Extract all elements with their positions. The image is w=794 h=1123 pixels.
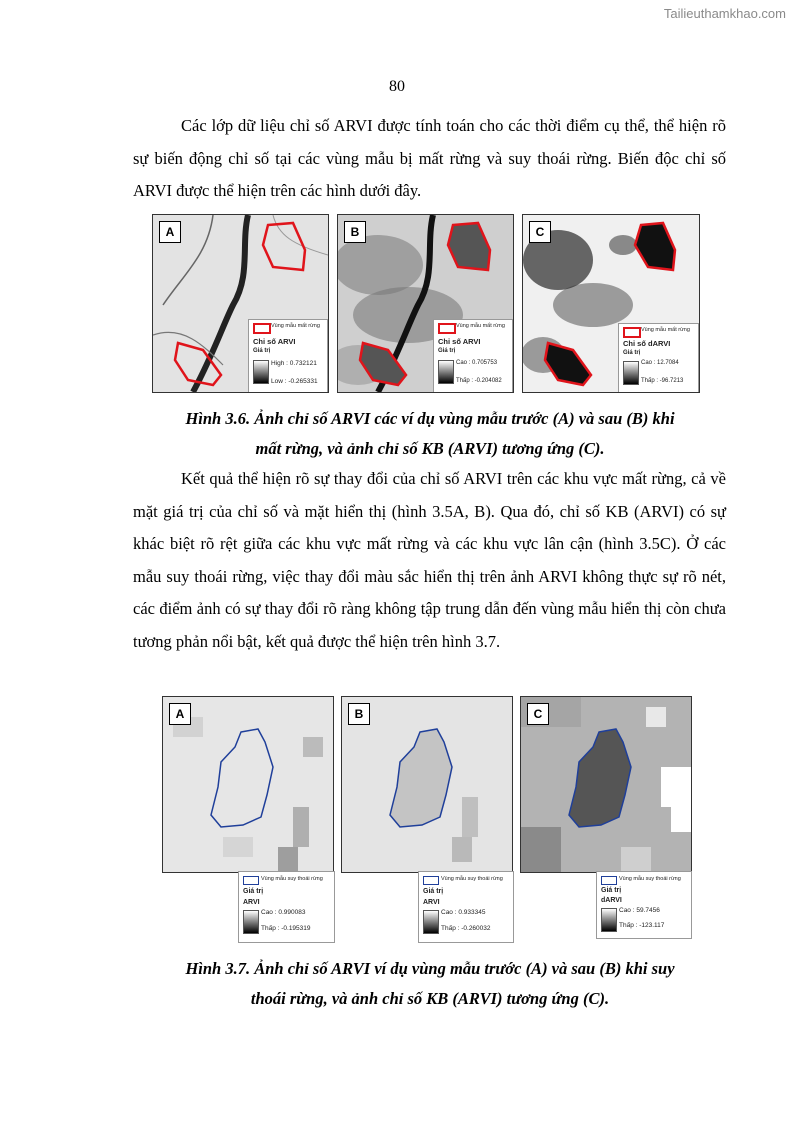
legend-high: Cao : 59.7456	[619, 907, 660, 914]
legend-swatch-blue	[601, 876, 617, 885]
watermark: Tailieuthamkhao.com	[663, 6, 786, 21]
paragraph-1: Các lớp dữ liệu chỉ số ARVI được tính toán cho các thời điểm cụ thể, thể hiện rõ sự biến động chỉ số tại các vùng mẫu bị mất rừng và suy thoái rừng. Biến độc chỉ số ARVI được thể hiện trên các hình dưới đây.	[133, 116, 726, 200]
figure-3-6-caption	[100, 404, 760, 464]
fig1-panel-b	[337, 214, 514, 393]
paragraph-2: Kết quả thể hiện rõ sự thay đổi của chỉ số ARVI trên các khu vực mất rừng, cả về mặt giá trị của chỉ số và mặt hiển thị (hình 3.5A, B). Qua đó, chỉ số KB (ARVI) có sự khác biệt rõ rệt giữa các khu vực mất rừng và các khu vực lân cận (hình 3.5C). Ở các mẫu suy thoái rừng, việc thay đổi màu sắc hiển thị trên ảnh ARVI không thực sự rõ nét, các điểm ảnh có sự thay đổi rõ ràng không tập trung dẫn đến vùng mẫu hiển thị còn chưa tương phản nổi bật, kết quả được thể hiện trên hình 3.7.	[133, 469, 726, 651]
legend-low: Thấp : -96.7213	[641, 378, 684, 384]
legend-sample-label: Vùng mẫu mất rừng	[456, 323, 505, 329]
fig2-legend-a	[238, 871, 335, 943]
legend-title: dARVI	[601, 897, 622, 904]
fig1-panel-a	[152, 214, 329, 393]
legend-sample-label: Vùng mẫu suy thoái rừng	[441, 876, 503, 882]
panel-label: C	[527, 703, 549, 725]
fig1-legend-b	[433, 319, 513, 393]
legend-swatch-red	[253, 323, 271, 334]
fig2-legend-b	[418, 871, 514, 943]
legend-low: Low : -0.265331	[271, 378, 318, 385]
legend-low: Thấp : -123.117	[619, 922, 665, 929]
legend-title: Chỉ số ARVI	[253, 337, 296, 346]
legend-ramp	[243, 910, 259, 934]
legend-title: ARVI	[423, 899, 440, 906]
caption-line-2: thoái rừng, và ảnh chỉ số KB (ARVI) tương ứng (C).	[250, 989, 610, 1008]
panel-label: B	[344, 221, 366, 243]
legend-value-label: Giá trị	[623, 350, 641, 356]
caption-line-1: Hình 3.7. Ảnh chỉ số ARVI ví dụ vùng mẫu trước (A) và sau (B) khi suy	[185, 959, 675, 978]
legend-low: Thấp : -0.260032	[441, 925, 491, 932]
legend-low: Thấp : -0.204082	[456, 378, 502, 384]
legend-sample-label: Vùng mẫu mất rừng	[641, 327, 690, 333]
legend-high: Cao : 0.990083	[261, 909, 306, 916]
legend-swatch-red	[438, 323, 456, 334]
panel-label: A	[159, 221, 181, 243]
panel-label: C	[529, 221, 551, 243]
fig1-legend-c	[618, 323, 699, 393]
legend-sample-label: Vùng mẫu mất rừng	[271, 323, 320, 329]
caption-line-2: mất rừng, và ảnh chỉ số KB (ARVI) tương ứng (C).	[255, 439, 605, 458]
legend-ramp	[438, 360, 454, 384]
legend-ramp	[623, 361, 639, 385]
legend-high: High : 0.732121	[271, 360, 317, 367]
page-number: 80	[389, 78, 405, 95]
panel-label: B	[348, 703, 370, 725]
legend-swatch-blue	[423, 876, 439, 885]
fig1-panel-c	[522, 214, 700, 393]
deforest-region-b1	[448, 223, 490, 270]
fig2-panel-b	[341, 696, 513, 873]
legend-sample-label: Vùng mẫu suy thoái rừng	[261, 876, 323, 882]
legend-ramp	[423, 910, 439, 934]
deforest-region-c2	[545, 343, 591, 385]
deforest-region-c1	[635, 223, 675, 270]
legend-title: Chỉ số ARVI	[438, 337, 481, 346]
fig1-legend-a	[248, 319, 328, 393]
legend-swatch-red	[623, 327, 641, 338]
legend-swatch-blue	[243, 876, 259, 885]
legend-high: Cao : 0.933345	[441, 909, 486, 916]
legend-value-label: Giá trị	[243, 888, 264, 895]
legend-ramp	[601, 908, 617, 932]
caption-line-1: Hình 3.6. Ảnh chỉ số ARVI các ví dụ vùng mẫu trước (A) và sau (B) khi	[185, 409, 675, 428]
fig2-legend-c	[596, 871, 692, 939]
figure-3-7-caption	[100, 954, 760, 1014]
legend-high: Cao : 12.7084	[641, 360, 679, 366]
fig2-panel-a	[162, 696, 334, 873]
degrade-region-a	[211, 729, 273, 827]
legend-value-label: Giá trị	[601, 887, 622, 894]
fig2-panel-c	[520, 696, 692, 873]
legend-title: Chỉ số dARVI	[623, 339, 671, 348]
legend-ramp	[253, 360, 269, 384]
legend-value-label: Giá trị	[253, 348, 271, 354]
legend-title: ARVI	[243, 899, 260, 906]
deforest-region-a1	[263, 223, 305, 270]
degrade-region-c	[569, 729, 631, 827]
legend-value-label: Giá trị	[423, 888, 444, 895]
legend-sample-label: Vùng mẫu suy thoái rừng	[619, 876, 681, 882]
panel-label: A	[169, 703, 191, 725]
legend-high: Cao : 0.705753	[456, 360, 498, 366]
degrade-region-b	[390, 729, 452, 827]
legend-value-label: Giá trị	[438, 348, 456, 354]
legend-low: Thấp : -0.195319	[261, 925, 311, 932]
